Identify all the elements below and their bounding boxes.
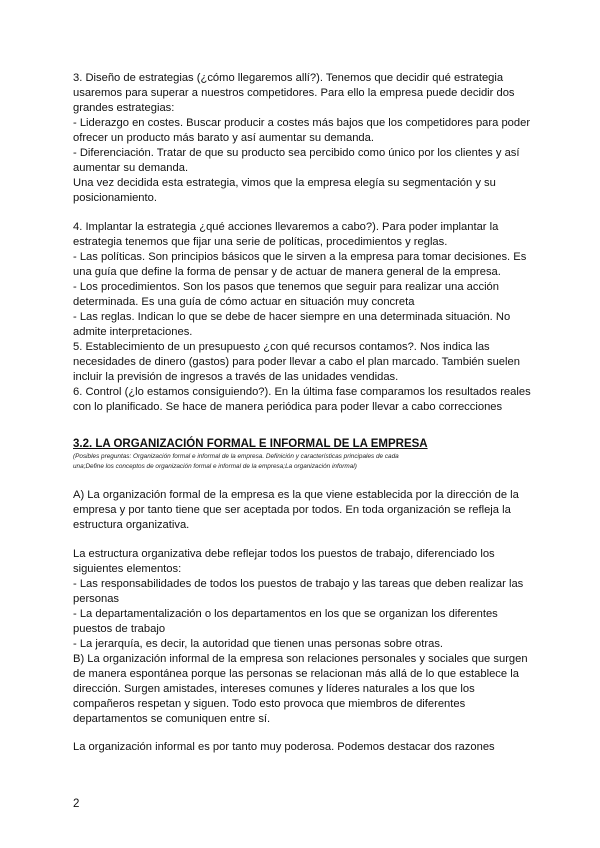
text-line: posicionamiento. <box>73 192 157 204</box>
text-line: A) La organización formal de la empresa es la que viene establecida por la dirección de la <box>73 489 519 501</box>
text-line: - La departamentalización o los departamentos en los que se organizan los diferentes <box>73 608 498 620</box>
text-line: personas <box>73 593 120 605</box>
text-line: estrategia tenemos que fijar una serie de políticas, procedimientos y reglas. <box>73 236 448 248</box>
text-line: dirección. Surgen amistades, intereses comunes y líderes naturales a los que los <box>73 683 475 695</box>
section-heading: 3.2. LA ORGANIZACIÓN FORMAL E INFORMAL DE LA EMPRESA <box>73 438 428 450</box>
text-line: La organización informal es por tanto muy poderosa. Podemos destacar dos razones <box>73 741 495 753</box>
text-line: - Las responsabilidades de todos los puestos de trabajo y las tareas que deben realizar las <box>73 578 524 590</box>
text-line: estructura organizativa. <box>73 519 190 531</box>
text-line: - Liderazgo en costes. Buscar producir a costes más bajos que los competidores para poder <box>73 117 531 129</box>
text-line: - Las políticas. Son principios básicos que le sirven a la empresa para tomar decisiones. Es <box>73 251 527 263</box>
text-line: 4. Implantar la estrategia ¿qué acciones llevaremos a cabo?). Para poder implantar la <box>73 221 499 233</box>
text-line: La estructura organizativa debe reflejar todos los puestos de trabajo, diferenciado los <box>73 548 495 560</box>
text-line: Una vez decidida esta estrategia, vimos que la empresa elegía su segmentación y su <box>73 177 496 189</box>
text-line: aumentar su demanda. <box>73 162 189 174</box>
text-line: determinada. Es una guía de cómo actuar en situación muy concreta <box>73 296 415 308</box>
text-line: admite interpretaciones. <box>73 326 193 338</box>
note-line: (Posibles preguntas: Organización formal e informal de la empresa. Definición y características principales de cada <box>73 453 399 460</box>
text-line: de manera espontánea porque las personas se relacionan más allá de lo que establece la <box>73 668 519 680</box>
text-line: B) La organización informal de la empresa son relaciones personales y sociales que surgen <box>73 653 528 665</box>
text-line: 5. Establecimiento de un presupuesto ¿con qué recursos contamos?. Nos indica las <box>73 341 490 353</box>
text-line: empresa y por tanto tiene que ser aceptada por todos. En toda organización se refleja la <box>73 504 511 516</box>
text-line: departamentos se comuniquen entre sí. <box>73 713 271 725</box>
text-line: ofrecer un producto más barato y así aumentar su demanda. <box>73 132 374 144</box>
note-line: una;Define los conceptos de organización formal e informal de la empresa;La organización informal) <box>73 463 357 470</box>
text-line: necesidades de dinero (gastos) para poder llevar a cabo el plan marcado. También suelen <box>73 356 520 368</box>
text-line: 6. Control (¿lo estamos consiguiendo?). En la última fase comparamos los resultados reales <box>73 386 531 398</box>
text-line: usaremos para superar a nuestros competidores. Para ello la empresa puede decidir dos <box>73 87 515 99</box>
text-line: incluir la previsión de ingresos a través de las unidades vendidas. <box>73 371 399 383</box>
text-line: puestos de trabajo <box>73 623 166 635</box>
text-line: siguientes elementos: <box>73 563 182 575</box>
text-line: 3. Diseño de estrategias (¿cómo llegaremos allí?). Tenemos que decidir qué estrategia <box>73 72 504 84</box>
text-line: una guía que define la forma de pensar y de actuar de manera general de la empresa. <box>73 266 501 278</box>
page-number: 2 <box>73 798 80 810</box>
text-line: grandes estrategias: <box>73 102 175 114</box>
text-line: - La jerarquía, es decir, la autoridad que tienen unas personas sobre otras. <box>73 638 444 650</box>
text-line: compañeros respetan y siguen. Todo esto provoca que miembros de diferentes <box>73 698 466 710</box>
text-line: - Las reglas. Indican lo que se debe de hacer siempre en una determinada situación. No <box>73 311 511 323</box>
text-line: - Los procedimientos. Son los pasos que tenemos que seguir para realizar una acción <box>73 281 499 293</box>
text-line: con lo planificado. Se hace de manera periódica para poder llevar a cabo correcciones <box>73 401 503 413</box>
text-line: - Diferenciación. Tratar de que su producto sea percibido como único por los clientes y así <box>73 147 520 159</box>
